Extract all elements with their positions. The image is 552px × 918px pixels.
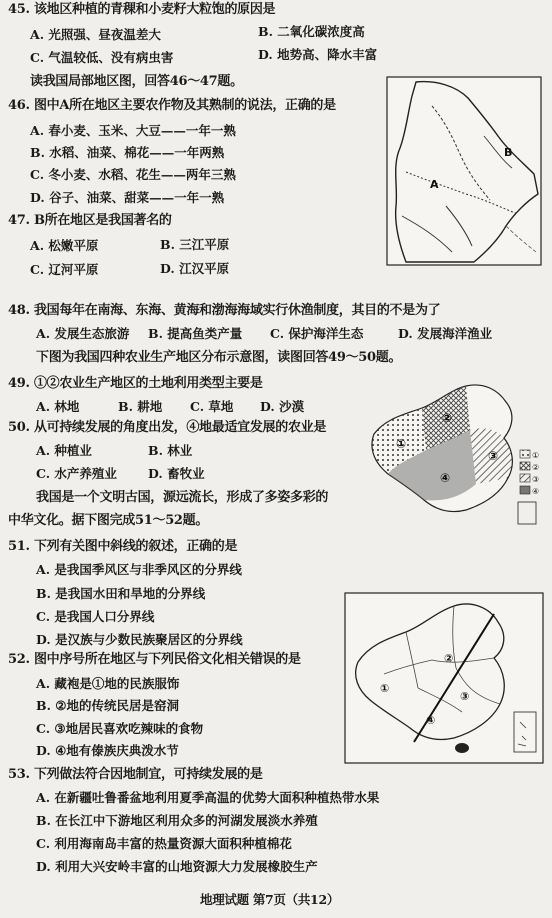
q50-option-c: C. 水产养殖业 (36, 466, 117, 481)
q52-stem: 52. 图中序号所在地区与下列民俗文化相关错误的是 (8, 652, 301, 667)
q46-option-b: B. 水稻、油菜、棉花——一年两熟 (30, 145, 225, 160)
q49-option-d: D. 沙漠 (260, 399, 305, 414)
culture-map-label-1: ① (380, 682, 390, 695)
q53-option-c: C. 利用海南岛丰富的热量资源大面积种植棉花 (36, 836, 292, 851)
intro-46-47: 读我国局部地区图，回答46～47题。 (30, 74, 243, 89)
culture-diagonal-line-map (344, 592, 544, 764)
q47-option-b: B. 三江平原 (160, 237, 230, 252)
q47-stem: 47. B所在地区是我国著名的 (8, 213, 172, 228)
q51-option-a: A. 是我国季风区与非季风区的分界线 (36, 562, 242, 577)
q48-stem: 48. 我国每年在南海、东海、黄海和渤海海域实行休渔制度，其目的不是为了 (8, 303, 441, 318)
q46-option-a: A. 春小麦、玉米、大豆——一年一熟 (30, 123, 236, 138)
q50-option-d: D. 畜牧业 (148, 466, 205, 481)
culture-map-label-3: ③ (460, 690, 470, 703)
q49-stem: 49. ①②农业生产地区的土地利用类型主要是 (8, 376, 263, 391)
agri-legend-2: ② (532, 463, 540, 472)
q49-option-a: A. 林地 (36, 399, 80, 414)
northeast-map-label-b: B (504, 146, 513, 159)
q50-option-b: B. 林业 (148, 443, 193, 458)
q53-option-d: D. 利用大兴安岭丰富的山地资源大力发展橡胶生产 (36, 859, 318, 874)
q47-option-a: A. 松嫩平原 (30, 238, 99, 253)
q52-option-b: B. ②地的传统民居是窑洞 (36, 698, 179, 713)
q52-option-d: D. ④地有傣族庆典泼水节 (36, 743, 179, 758)
q48-option-b: B. 提高鱼类产量 (148, 326, 243, 341)
agriculture-regions-map (366, 378, 546, 528)
q45-option-d: D. 地势高、降水丰富 (258, 47, 378, 62)
q46-stem: 46. 图中A所在地区主要农作物及其熟制的说法，正确的是 (8, 98, 336, 113)
q51-option-d: D. 是汉族与少数民族聚居区的分界线 (36, 632, 243, 647)
agri-map-label-4: ④ (440, 471, 451, 485)
q45-option-c: C. 气温较低、没有病虫害 (30, 50, 174, 65)
q52-option-c: C. ③地居民喜欢吃辣味的食物 (36, 721, 204, 736)
page-footer: 地理试题 第7页（共12） (200, 892, 340, 907)
q53-option-b: B. 在长江中下游地区利用众多的河湖发展淡水养殖 (36, 813, 318, 828)
agri-map-label-3: ③ (488, 449, 499, 463)
q48-option-a: A. 发展生态旅游 (36, 326, 130, 341)
q48-option-c: C. 保护海洋生态 (270, 326, 364, 341)
northeast-china-map (386, 76, 542, 266)
intro-51-52-line2: 中华文化。据下图完成51～52题。 (8, 513, 209, 528)
q51-stem: 51. 下列有关图中斜线的叙述，正确的是 (8, 539, 238, 554)
agri-map-label-2: ② (442, 411, 453, 425)
q50-option-a: A. 种植业 (36, 443, 92, 458)
intro-51-52-line1: 我国是一个文明古国，源远流长，形成了多姿多彩的 (36, 490, 329, 505)
q48-option-d: D. 发展海洋渔业 (398, 326, 493, 341)
culture-map-label-2: ② (444, 652, 454, 665)
q49-option-c: C. 草地 (190, 399, 234, 414)
agri-legend-1: ① (532, 451, 540, 460)
q46-option-d: D. 谷子、油菜、甜菜——一年一熟 (30, 190, 225, 205)
q47-option-c: C. 辽河平原 (30, 262, 99, 277)
agri-map-label-1: ① (396, 437, 407, 451)
agri-legend-3: ③ (532, 475, 540, 484)
q45-stem: 45. 该地区种植的青稞和小麦籽大粒饱的原因是 (8, 2, 276, 17)
q51-option-b: B. 是我国水田和旱地的分界线 (36, 586, 206, 601)
agri-legend-4: ④ (532, 487, 540, 496)
q49-option-b: B. 耕地 (118, 399, 163, 414)
q47-option-d: D. 江汉平原 (160, 261, 230, 276)
culture-map-label-4: ④ (426, 714, 436, 727)
q46-option-c: C. 冬小麦、水稻、花生——两年三熟 (30, 167, 236, 182)
northeast-map-label-a: A (430, 178, 439, 191)
intro-49-50: 下图为我国四种农业生产地区分布示意图，读图回答49～50题。 (36, 350, 402, 365)
q53-option-a: A. 在新疆吐鲁番盆地利用夏季高温的优势大面积种植热带水果 (36, 790, 380, 805)
q45-option-b: B. 二氧化碳浓度高 (258, 24, 365, 39)
q50-stem: 50. 从可持续发展的角度出发，④地最适宜发展的农业是 (8, 420, 327, 435)
q51-option-c: C. 是我国人口分界线 (36, 609, 155, 624)
q52-option-a: A. 藏袍是①地的民族服饰 (36, 676, 180, 691)
q45-option-a: A. 光照强、昼夜温差大 (30, 27, 161, 42)
q53-stem: 53. 下列做法符合因地制宜，可持续发展的是 (8, 767, 263, 782)
